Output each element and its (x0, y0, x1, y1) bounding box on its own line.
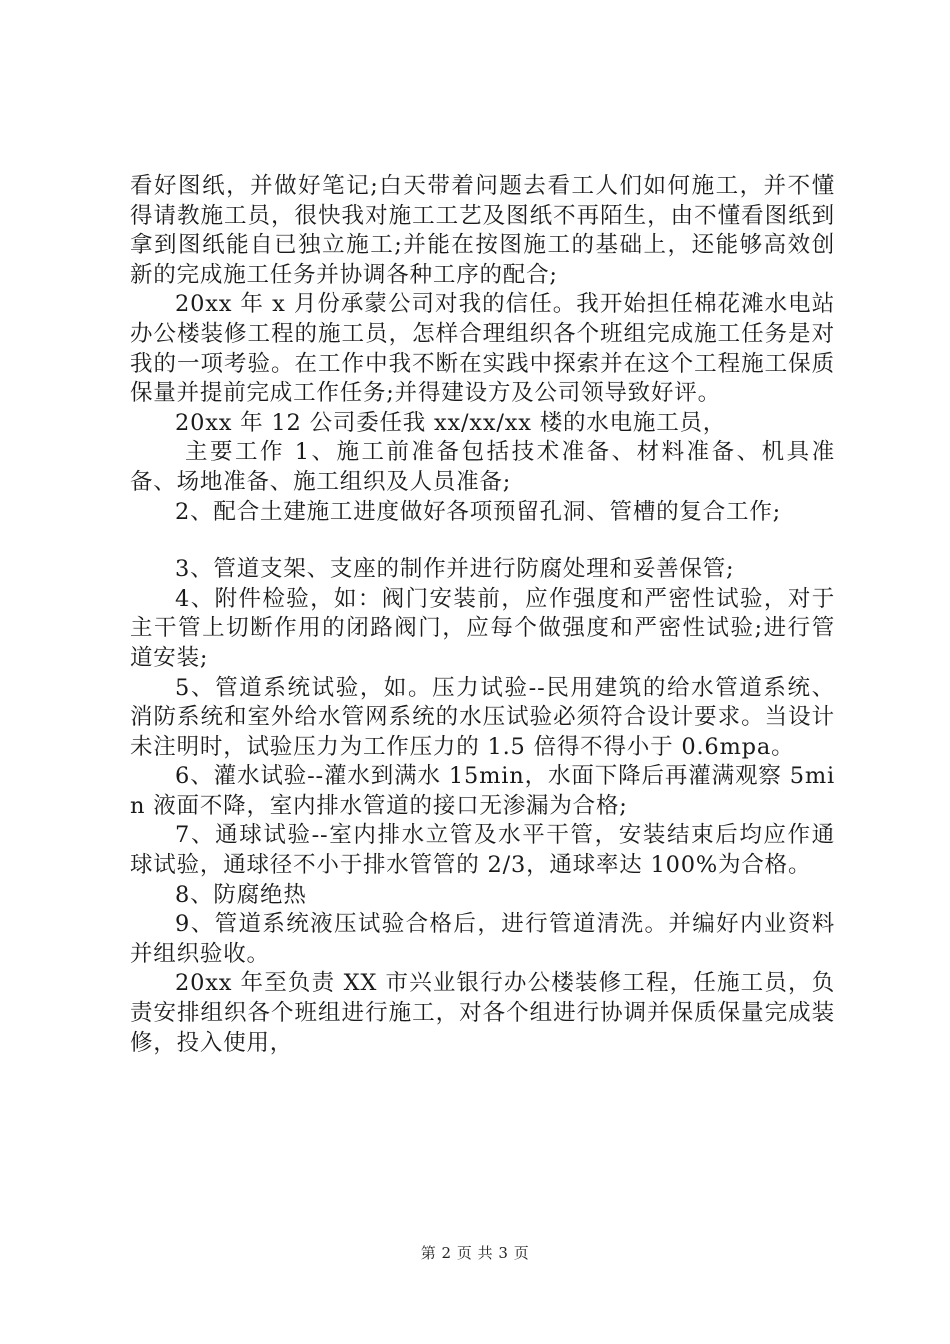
paragraph-9: 6、灌水试验--灌水到满水 15min，水面下降后再灌满观察 5min 液面不降，室内排水管道的接口无渗漏为合格; (130, 763, 835, 819)
paragraph-12: 9、管道系统液压试验合格后，进行管道清洗。并编好内业资料并组织验收。 (130, 911, 835, 967)
paragraph-8: 5、管道系统试验，如。压力试验--民用建筑的给水管道系统、消防系统和室外给水管网系统的水压试验必须符合设计要求。当设计未注明时，试验压力为工作压力的 1.5 倍得不得小于 0.6mpa。 (130, 674, 835, 760)
document-body (130, 172, 835, 1058)
page-footer: 第 2 页 共 3 页 (420, 1244, 530, 1262)
paragraph-13: 20xx 年至负责 XX 市兴业银行办公楼装修工程，任施工员，负责安排组织各个班组进行施工，对各个组进行协调并保质保量完成装修，投入使用， (130, 970, 835, 1056)
paragraph-2: 20xx 年 x 月份承蒙公司对我的信任。我开始担任棉花滩水电站办公楼装修工程的施工员，怎样合理组织各个班组完成施工任务是对我的一项考验。在工作中我不断在实践中探索并在这个工程施工保质保量并提前完成工作任务;并得建设方及公司领导致好评。 (130, 291, 835, 407)
paragraph-6: 3、管道支架、支座的制作并进行防腐处理和妥善保管; (175, 556, 735, 583)
paragraph-7: 4、附件检验，如：阀门安装前，应作强度和严密性试验，对于主干管上切断作用的闭路阀门，应每个做强度和严密性试验;进行管道安装; (130, 585, 835, 671)
paragraph-1: 看好图纸，并做好笔记;白天带着问题去看工人们如何施工，并不懂得请教施工员，很快我对施工工艺及图纸不再陌生，由不懂看图纸到拿到图纸能自已独立施工;并能在按图施工的基础上，还能够高效创新的完成施工任务并协调各种工序的配合; (130, 173, 835, 288)
paragraph-4: 主要工作 1、施工前准备包括技术准备、材料准备、机具准备、场地准备、施工组织及人员准备; (130, 439, 835, 495)
paragraph-10: 7、通球试验--室内排水立管及水平干管，安装结束后均应作通球试验，通球径不小于排水管管的 2/3，通球率达 100%为合格。 (130, 822, 835, 879)
paragraph-11: 8、防腐绝热 (175, 881, 307, 908)
paragraph-5: 2、配合土建施工进度做好各项预留孔洞、管槽的复合工作; (175, 498, 781, 525)
paragraph-3: 20xx 年 12 公司委任我 xx/xx/xx 楼的水电施工员， (175, 409, 727, 436)
